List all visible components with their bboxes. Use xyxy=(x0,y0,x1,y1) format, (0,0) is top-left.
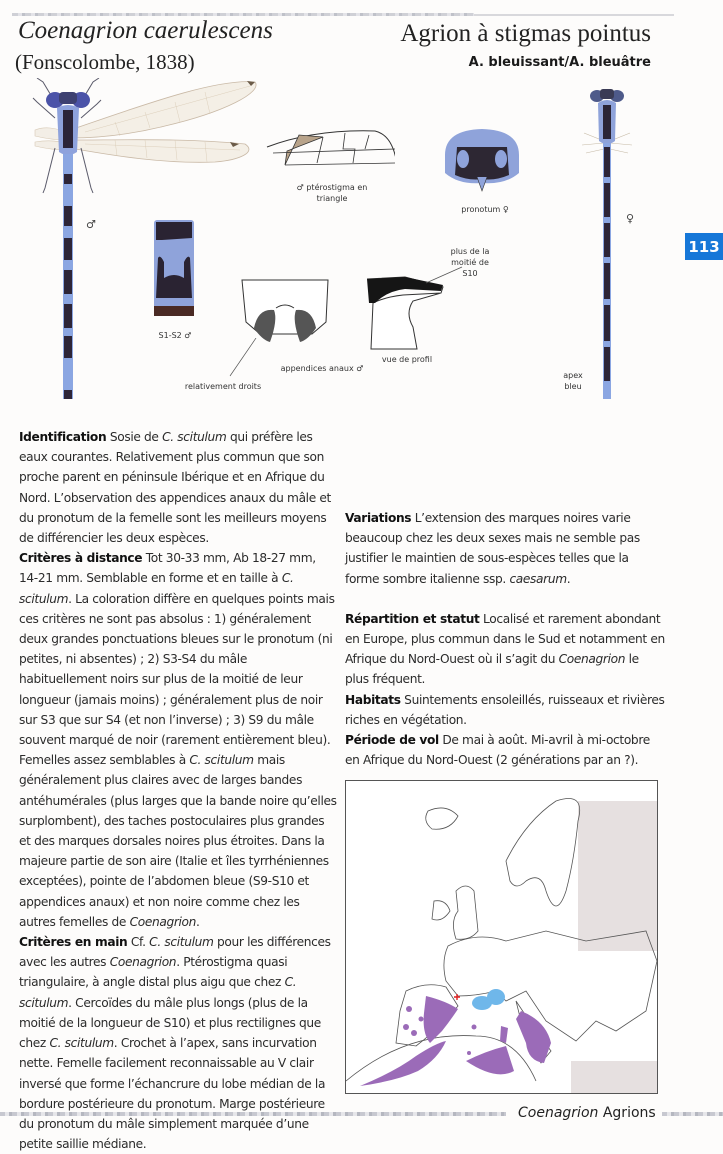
identification-paragraph: Identification Sosie de C. scitulum qui préfère les eaux courantes. Relativement plus commun que son proche parent en péninsule Ibérique et en Afrique du Nord. L’observation des appendices anaux du mâle et du pronotum de la femelle sont les meilleurs moyens de différencier les deux espèces. xyxy=(19,430,331,546)
pterostigma-illustration xyxy=(265,125,395,170)
criteres-main-heading: Critères en main xyxy=(19,935,128,950)
page-number-badge: 113 xyxy=(685,233,723,260)
top-decorative-rule xyxy=(12,13,474,16)
alternate-names: A. bleuissant/A. bleuâtre xyxy=(468,55,651,70)
footer-decorative-rule-right xyxy=(662,1112,723,1116)
periode-vol-paragraph: Période de vol De mai à août. Mi-avril à mi-octobre en Afrique du Nord-Ouest (2 générations par an ?). xyxy=(345,733,650,768)
europe-map-drawing xyxy=(346,781,657,1093)
footer-group: Agrions xyxy=(602,1105,656,1121)
habitats-paragraph: Habitats Suintements ensoleillés, ruisseaux et rivières riches en végétation. xyxy=(345,692,665,727)
pointer-line-relativement xyxy=(228,338,258,378)
female-dragonfly-illustration xyxy=(582,83,635,403)
footer-genus: Coenagrion xyxy=(518,1105,599,1121)
pronotum-illustration xyxy=(435,125,530,195)
criteres-distance-heading: Critères à distance xyxy=(19,551,143,566)
footer-decorative-rule-left xyxy=(0,1112,506,1116)
anal-appendages-caption: appendices anaux ♂ xyxy=(280,364,364,373)
female-symbol: ♀ xyxy=(626,212,635,225)
left-text-column xyxy=(19,427,337,1154)
variations-paragraph: Variations L’extension des marques noires varie beaucoup chez les deux sexes mais ne semble pas justifier le maintien de sous-espèces telles que la forme sombre italienne ssp. caesarum. xyxy=(345,511,640,586)
criteres-main-paragraph: Critères en main Cf. C. scitulum pour les différences avec les autres Coenagrion. Ptérostigma quasi triangulaire, à angle distal plus aigu que chez C. scitulum. Cercoïdes du mâle plus longs (plus de la moitié de la longueur de S10) et plus rectilignes que chez C. scitulum. Crochet à l’apex, sans incurvation nette. Femelle facilement reconnaissable au V clair inversé que forme l’échancrure du lobe médian de la bordure postérieure du pronotum. Marge postérieure du pronotum du mâle simplement marquée d’une petite saillie médiane. xyxy=(19,935,331,1152)
male-symbol-main: ♂ xyxy=(86,218,96,231)
repartition-paragraph: Répartition et statut Localisé et rarement abondant en Europe, plus commun dans le Sud et notamment en Afrique du Nord-Ouest où il s’agit du Coenagrion le plus fréquent. xyxy=(345,611,665,687)
top-decorative-rule-right xyxy=(474,14,674,16)
periode-vol-heading: Période de vol xyxy=(345,733,439,748)
distribution-map xyxy=(345,780,658,1094)
pterostigma-caption: ♂ ptérostigma en triangle xyxy=(296,183,368,203)
footer-running-head xyxy=(518,1105,656,1121)
s1-s2-caption: S1-S2 ♂ xyxy=(158,331,192,340)
identification-heading: Identification xyxy=(19,430,107,444)
s1-s2-segment-illustration xyxy=(152,218,196,318)
scientific-name: Coenagrion caerulescens xyxy=(18,17,273,44)
right-text-column xyxy=(345,428,665,770)
variations-heading: Variations xyxy=(345,511,412,525)
pronotum-caption: pronotum ♀ xyxy=(461,205,509,214)
repartition-heading: Répartition et statut xyxy=(345,611,480,626)
apex-blue-caption: apex bleu xyxy=(563,371,583,391)
s10-caption: plus de la moitié de S10 xyxy=(450,247,490,278)
author-year: (Fonscolombe, 1838) xyxy=(15,50,195,74)
habitats-heading: Habitats xyxy=(345,692,401,707)
profile-caption: vue de profil xyxy=(381,355,433,364)
relatively-straight-caption: relativement droits xyxy=(184,382,262,391)
french-name: Agrion à stigmas pointus xyxy=(400,20,651,47)
criteres-distance-paragraph: Critères à distance Tot 30-33 mm, Ab 18-27 mm, 14-21 mm. Semblable en forme et en taille à C. scitulum. La coloration diffère en quelques points mais ces critères ne sont pas absolus : 1) généralement deux grandes ponctuations bleues sur le pronotum (ni petites, ni absentes) ; 2) S3-S4 du mâle habituellement noirs sur plus de la moitié de leur longueur (jamais moins) ; généralement plus de noir sur S3 que sur S4 (et non l’inverse) ; 3) S9 du mâle souvent marqué de noir (rarement entièrement bleu). Femelles assez semblables à C. scitulum mais généralement plus claires avec de larges bandes antéhumérales (plus larges que la bande noire qu’elles surplombent), des taches postoculaires plus grandes et des marques dorsales noires plus étroites. Dans la majeure partie de son aire (Italie et îles tyrrhéniennes exceptées), pointe de l’abdomen bleue (S9-S10 et appendices anaux) et non noire comme chez les autres femelles de Coenagrion. xyxy=(19,551,337,929)
male-dragonfly-illustration xyxy=(25,78,260,403)
